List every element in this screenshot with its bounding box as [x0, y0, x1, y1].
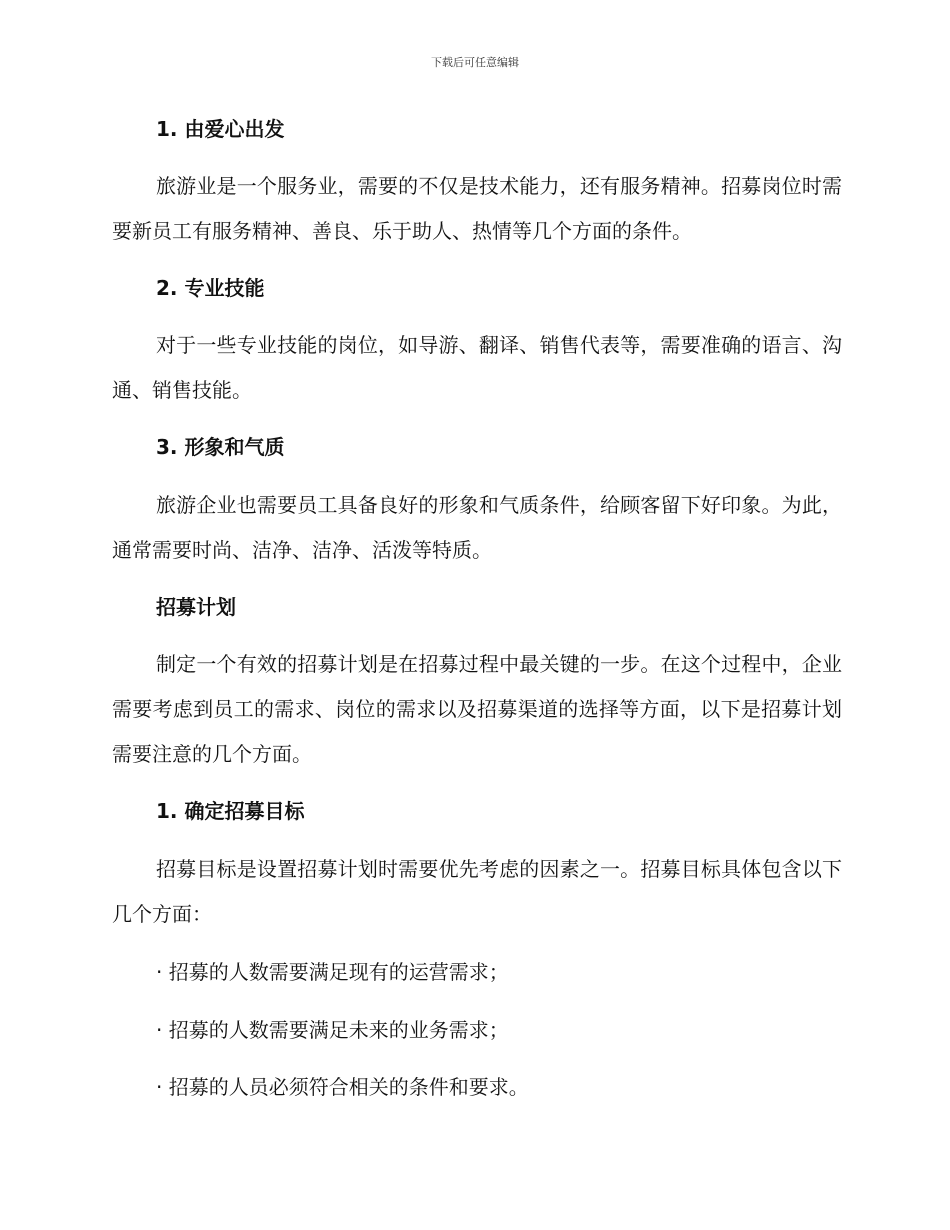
section-heading-5: 1. 确定招募目标: [156, 799, 305, 823]
bullet-item-1: · 招募的人数需要满足现有的运营需求；: [156, 960, 509, 984]
section-paragraph-4: 制定一个有效的招募计划是在招募过程中最关键的一步。在这个过程中，企业需要考虑到员工的需求、岗位的需求以及招募渠道的选择等方面，以下是招募计划需要注意的几个方面。: [112, 652, 842, 766]
section-heading-2: 2. 专业技能: [156, 276, 265, 300]
section-heading-4: 招募计划: [156, 595, 236, 619]
section-paragraph-2: 对于一些专业技能的岗位，如导游、翻译、销售代表等，需要准确的语言、沟通、销售技能。: [112, 333, 842, 402]
bullet-item-3: · 招募的人员必须符合相关的条件和要求。: [156, 1075, 529, 1099]
bullet-item-2: · 招募的人数需要满足未来的业务需求；: [156, 1018, 509, 1042]
section-heading-3: 3. 形象和气质: [156, 435, 285, 459]
section-heading-1: 1. 由爱心出发: [156, 117, 285, 141]
section-paragraph-3: 旅游企业也需要员工具备良好的形象和气质条件，给顾客留下好印象。为此，通常需要时尚、洁净、洁净、活泼等特质。: [112, 493, 842, 562]
section-paragraph-5: 招募目标是设置招募计划时需要优先考虑的因素之一。招募目标具体包含以下几个方面：: [112, 857, 842, 926]
section-paragraph-1: 旅游业是一个服务业，需要的不仅是技术能力，还有服务精神。招募岗位时需要新员工有服务精神、善良、乐于助人、热情等几个方面的条件。: [112, 174, 842, 243]
page-header-note: 下载后可任意编辑: [431, 56, 519, 69]
